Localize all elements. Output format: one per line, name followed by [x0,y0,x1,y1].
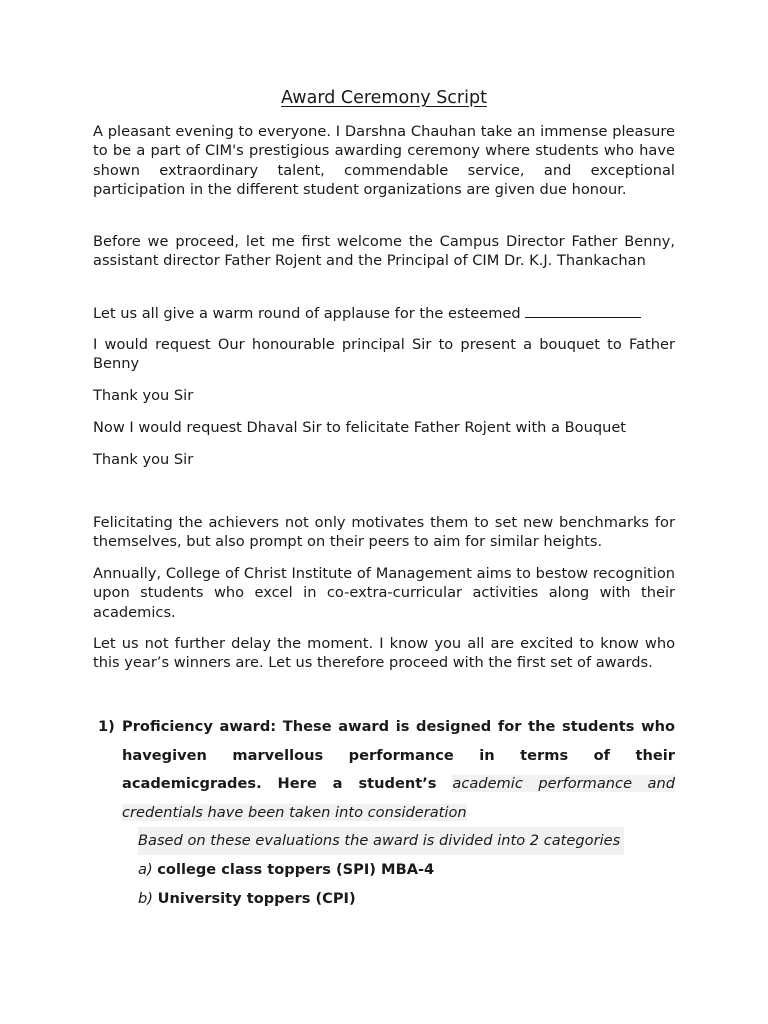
category-label: University toppers (CPI) [157,890,356,907]
paragraph-bouquet-request: I would request Our honourable principal Sir to present a bouquet to Father Benny [93,336,675,373]
fill-in-blank [525,303,641,318]
categories-intro: Based on these evaluations the award is divided into 2 categories [138,827,624,855]
category-label: college class toppers (SPI) MBA-4 [157,861,435,878]
category-item-b [138,885,356,913]
category-letter: b) [138,890,153,907]
paragraph-thank-you-1: Thank you Sir [93,387,194,404]
paragraph-annually: Annually, College of Christ Institute of Management aims to bestow recognition upon students who excel in co-extra-curricular activities along with their academics. [93,565,675,621]
paragraph-guests: Before we proceed, let me first welcome the Campus Director Father Benny, assistant director Father Rojent and the Principal of CIM Dr. K.J. Thankachan [93,233,675,270]
award-description [122,713,675,827]
document-title: Award Ceremony Script [281,88,487,108]
paragraph-applause [93,303,675,323]
applause-text: Let us all give a warm round of applause for the esteemed [93,305,521,322]
award-number: 1) [98,718,115,735]
award-item-1 [98,713,675,827]
paragraph-proceed: Let us not further delay the moment. I know you all are excited to know who this year’s winners are. Let us therefore proceed with the first set of awards. [93,635,675,672]
paragraph-welcome: A pleasant evening to everyone. I Darshna Chauhan take an immense pleasure to be a part of CIM's prestigious awarding ceremony where students who have shown extraordinary talent, commendable service, and exceptional participation in the different student organizations are given due honour. [93,123,675,198]
paragraph-thank-you-2: Thank you Sir [93,451,194,468]
award-description-bold: Proficiency award: These award is designed for the students who havegiven marvellous performance in terms of their academicgrades. Here a student’s [122,718,675,792]
category-item-a [138,856,434,884]
paragraph-felicitate-request: Now I would request Dhaval Sir to felicitate Father Rojent with a Bouquet [93,419,627,436]
paragraph-felicitating: Felicitating the achievers not only motivates them to set new benchmarks for themselves, but also prompt on their peers to aim for similar heights. [93,514,675,551]
award-description-italic: academic performance and credentials have been taken into consideration [122,775,675,821]
category-letter: a) [138,861,153,878]
